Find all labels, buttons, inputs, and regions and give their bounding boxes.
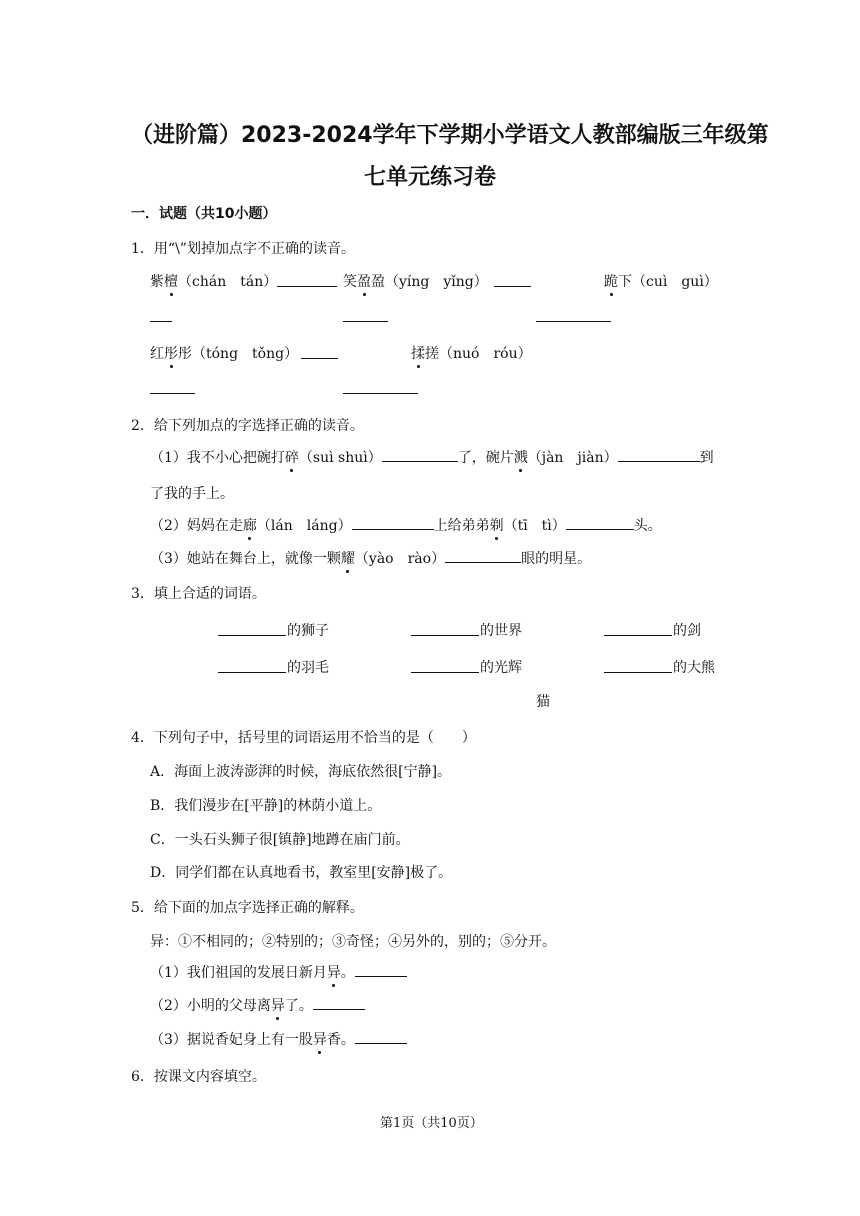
q1-item-1-pinyin: （chán tán） bbox=[178, 274, 278, 290]
q1-item-2-blank-a[interactable] bbox=[494, 286, 531, 287]
q3-blank-6[interactable] bbox=[604, 672, 672, 673]
q3-blank-2[interactable] bbox=[411, 635, 479, 636]
page-footer: 第1页（共10页） bbox=[380, 1116, 483, 1131]
q1-item-4 bbox=[150, 343, 298, 363]
document-title-line-2: 七单元练习卷 bbox=[364, 165, 497, 190]
q2-sentence-3 bbox=[150, 548, 591, 568]
q2-s2-blank-1[interactable] bbox=[352, 517, 434, 530]
q1-item-2-dotted-char: 盈 bbox=[357, 271, 371, 291]
q1-item-2 bbox=[343, 271, 488, 291]
q2-s1-text-c: 了，碗片 bbox=[457, 450, 514, 466]
q5-s1-dotted-char: 异 bbox=[327, 962, 341, 982]
q1-item-4-text: 红 bbox=[150, 346, 164, 362]
q5-s3-text: （3）据说香妃身上有一股 bbox=[150, 1032, 313, 1048]
q4-option-a[interactable]: A．海面上波涛澎湃的时候，海底依然很[宁静]。 bbox=[150, 764, 452, 780]
q1-item-5-dotted-char: 揉 bbox=[411, 343, 425, 363]
q1-item-4-dotted-char: 彤 bbox=[164, 343, 178, 363]
q3-word-6: 的大熊 bbox=[673, 660, 715, 676]
q5-s3-dotted-char: 异 bbox=[313, 1029, 327, 1049]
q1-item-5 bbox=[411, 343, 532, 363]
q5-s3-blank[interactable] bbox=[355, 1031, 407, 1044]
q2-s2-text-f: 头。 bbox=[633, 518, 662, 534]
q1-item-2-pinyin: 盈（yíng yǐng） bbox=[371, 274, 488, 290]
q3-word-6-cont: 猫 bbox=[536, 694, 550, 710]
q1-item-3-dotted-char: 跪 bbox=[604, 271, 618, 291]
q3-blank-3[interactable] bbox=[604, 635, 672, 636]
q3-word-2: 的世界 bbox=[480, 623, 522, 639]
q5-s2-text: （2）小明的父母离 bbox=[150, 998, 271, 1014]
q3-blank-4[interactable] bbox=[218, 672, 286, 673]
question-4-stem: 4．下列句子中，括号里的词语运用不恰当的是（ ） bbox=[131, 730, 476, 746]
q2-s1-pinyin-1: （suì shuì） bbox=[298, 450, 382, 466]
q5-sentence-1 bbox=[150, 962, 407, 982]
q1-item-5-pinyin: 搓（nuó róu） bbox=[425, 346, 532, 362]
q2-s3-dotted-char: 耀 bbox=[341, 548, 355, 568]
q1-item-4-pinyin: 彤（tóng tǒng） bbox=[178, 346, 299, 362]
q5-s2-end: 了。 bbox=[284, 998, 313, 1014]
q2-s1-dotted-char-1: 碎 bbox=[285, 447, 299, 467]
q1-item-1-blank-a[interactable] bbox=[277, 286, 337, 287]
q1-item-1-blank-b[interactable] bbox=[150, 321, 172, 322]
q5-s3-end: 香。 bbox=[326, 1032, 355, 1048]
document-title-line-1: （进阶篇）2023-2024学年下学期小学语文人教部编版三年级第 bbox=[131, 123, 769, 148]
q2-s1-pinyin-2: （jàn jiàn） bbox=[527, 450, 618, 466]
question-1-stem: 1．用“\”划掉加点字不正确的读音。 bbox=[131, 241, 355, 257]
q2-s2-pinyin-2: （tī tì） bbox=[503, 518, 566, 534]
q2-s1-blank-1[interactable] bbox=[382, 449, 458, 462]
q2-s1-blank-2[interactable] bbox=[618, 449, 700, 462]
section-heading: 一．试题（共10小题） bbox=[131, 206, 277, 222]
question-6-stem: 6．按课文内容填空。 bbox=[131, 1069, 266, 1085]
q1-item-1-dotted-char: 檀 bbox=[164, 271, 178, 291]
q3-word-1: 的狮子 bbox=[287, 623, 329, 639]
q1-item-1-text: 紫 bbox=[150, 274, 164, 290]
q2-s3-blank[interactable] bbox=[445, 550, 521, 563]
q3-blank-5[interactable] bbox=[411, 672, 479, 673]
q2-s2-text-c: 上给弟弟 bbox=[433, 518, 490, 534]
q5-s2-blank[interactable] bbox=[313, 997, 365, 1010]
q2-s3-pinyin: （yào rào） bbox=[354, 551, 446, 567]
q2-s1-dotted-char-2: 溅 bbox=[514, 447, 528, 467]
q5-definitions: 异：①不相同的；②特别的；③奇怪；④另外的，别的；⑤分开。 bbox=[150, 934, 556, 950]
question-3-stem: 3．填上合适的词语。 bbox=[131, 586, 266, 602]
q2-s2-dotted-char-1: 廊 bbox=[243, 515, 257, 535]
q2-s2-blank-2[interactable] bbox=[566, 517, 634, 530]
q4-option-d[interactable]: D．同学们都在认真地看书，教室里[安静]极了。 bbox=[150, 865, 453, 881]
q2-sentence-1 bbox=[150, 447, 714, 467]
q5-s1-end: 。 bbox=[340, 965, 355, 981]
q5-s1-text: （1）我们祖国的发展日新月 bbox=[150, 965, 327, 981]
q1-item-5-blank[interactable] bbox=[343, 393, 418, 394]
q2-s2-dotted-char-2: 剃 bbox=[490, 515, 504, 535]
q4-option-b[interactable]: B．我们漫步在[平静]的林荫小道上。 bbox=[150, 798, 382, 814]
q2-s3-text-a: （3）她站在舞台上，就像一颗 bbox=[150, 551, 341, 567]
q3-word-5: 的光辉 bbox=[480, 660, 522, 676]
q3-word-3: 的剑 bbox=[673, 623, 701, 639]
q2-s3-text-c: 眼的明星。 bbox=[521, 551, 592, 567]
q3-word-4: 的羽毛 bbox=[287, 660, 329, 676]
question-5-stem: 5．给下面的加点字选择正确的解释。 bbox=[131, 900, 364, 916]
q2-s1-text-f: 到 bbox=[699, 450, 714, 466]
q5-sentence-3 bbox=[150, 1029, 407, 1049]
q1-item-2-text: 笑 bbox=[343, 274, 357, 290]
q2-s1-text-a: （1）我不小心把碗打 bbox=[150, 450, 285, 466]
q1-item-3-blank[interactable] bbox=[536, 321, 611, 322]
q5-sentence-2 bbox=[150, 995, 365, 1015]
q2-s2-text-a: （2）妈妈在走 bbox=[150, 518, 243, 534]
q1-item-4-blank-b[interactable] bbox=[150, 393, 195, 394]
q2-sentence-2 bbox=[150, 515, 662, 535]
q1-item-3-pinyin: 下（cuì guì） bbox=[618, 274, 718, 290]
q1-item-1 bbox=[150, 271, 277, 291]
q2-sentence-1-cont: 了我的手上。 bbox=[150, 486, 234, 502]
q5-s2-dotted-char: 异 bbox=[271, 995, 285, 1015]
q1-item-4-blank-a[interactable] bbox=[301, 358, 338, 359]
q4-option-c[interactable]: C．一头石头狮子很[镇静]地蹲在庙门前。 bbox=[150, 832, 410, 848]
q5-s1-blank[interactable] bbox=[355, 964, 407, 977]
question-2-stem: 2．给下列加点的字选择正确的读音。 bbox=[131, 418, 364, 434]
q1-item-2-blank-b[interactable] bbox=[343, 321, 388, 322]
q2-s2-pinyin-1: （lán láng） bbox=[256, 518, 352, 534]
q1-item-3 bbox=[604, 271, 718, 291]
q3-blank-1[interactable] bbox=[218, 635, 286, 636]
